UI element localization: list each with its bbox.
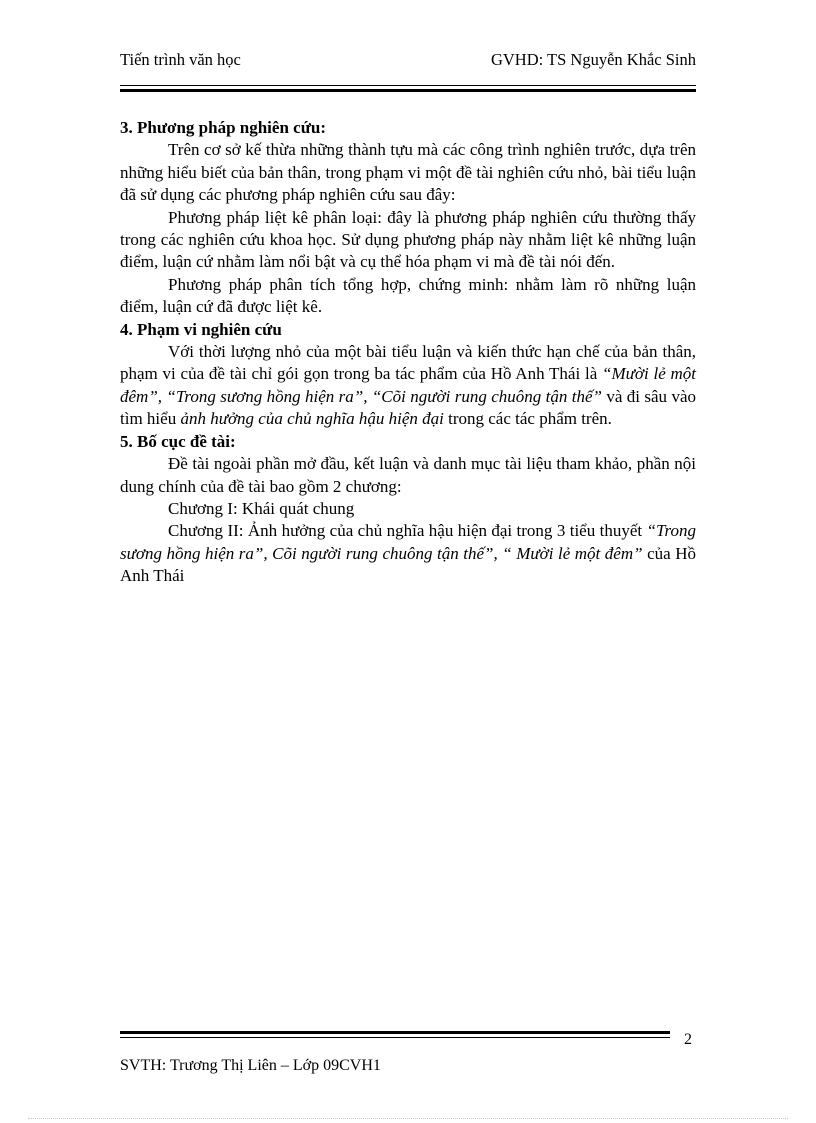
- section-3-paragraph-3: Phương pháp phân tích tổng hợp, chứng minh: nhằm làm rõ những luận điểm, luận cứ đã được liệt kê.: [120, 274, 696, 317]
- section-5-heading: 5. Bố cục đề tài:: [120, 431, 236, 451]
- chapter-2-author: của Hồ Anh Thái: [120, 543, 697, 586]
- header-rule-thick: [120, 89, 696, 92]
- chapter-2-work-titles: “Trong sương hồng hiện ra”, Cõi người rung chuông tận thế”, “ Mười lẻ một đêm”: [120, 521, 696, 563]
- chapter-1-item: Chương I: Khái quát chung: [168, 498, 355, 518]
- section-4-work-titles: “Mười lẻ một đêm”, “Trong sương hồng hiện ra”, “Cõi người rung chuông tận thế”: [120, 364, 697, 406]
- page-number: 2: [684, 1031, 692, 1048]
- page-header: [120, 50, 696, 70]
- section-4-text-b: và đi sâu vào tìm hiểu: [120, 386, 696, 429]
- footer-rule-thick: [120, 1031, 670, 1034]
- section-4-heading: 4. Phạm vi nghiên cứu: [120, 319, 282, 339]
- header-rule-thin: [120, 85, 696, 86]
- section-4-text-a: Với thời lượng nhỏ của một bài tiểu luận và kiến thức hạn chế của bản thân, phạm vi của đề tài chỉ gói gọn trong ba tác phẩm của Hồ Anh Thái là: [120, 342, 696, 384]
- section-4-paragraph: [120, 341, 696, 431]
- section-5-paragraph: Đề tài ngoài phần mở đầu, kết luận và danh mục tài liệu tham khảo, phần nội dung chính của đề tài bao gồm 2 chương:: [120, 454, 696, 496]
- section-3-heading: 3. Phương pháp nghiên cứu:: [120, 118, 327, 137]
- footer-student-info: SVTH: Trương Thị Liên – Lớp 09CVH1: [120, 1057, 381, 1074]
- header-instructor: GVHD: TS Nguyễn Khắc Sinh: [490, 50, 696, 69]
- section-3-paragraph-1: Trên cơ sở kế thừa những thành tựu mà các công trình nghiên trước, dựa trên những hiểu biết của bản thân, trong phạm vi một đề tài nghiên cứu nhỏ, bài tiểu luận đã sử dụng các phương pháp nghiên cứu sau đây:: [120, 140, 696, 205]
- section-3-paragraph-2: Phương pháp liệt kê phân loại: đây là phương pháp nghiên cứu thường thấy trong các nghiên cứu khoa học. Sử dụng phương pháp này nhằm liệt kê những luận điểm, luận cứ nhằm làm nổi bật và cụ thể hóa phạm vi mà đề tài nói đến.: [120, 207, 696, 272]
- footer-rule-thin: [120, 1037, 670, 1038]
- document-body: [120, 117, 696, 588]
- section-4-topic: ảnh hưởng của chủ nghĩa hậu hiện đại: [180, 409, 444, 429]
- page-bottom-edge: [28, 1118, 788, 1119]
- header-course-title: Tiến trình văn học: [120, 50, 241, 69]
- chapter-2-text: Chương II: Ảnh hưởng của chủ nghĩa hậu hiện đại trong 3 tiểu thuyết: [168, 521, 647, 541]
- chapter-2-item: [120, 520, 696, 587]
- section-4-text-c: trong các tác phẩm trên.: [443, 409, 612, 429]
